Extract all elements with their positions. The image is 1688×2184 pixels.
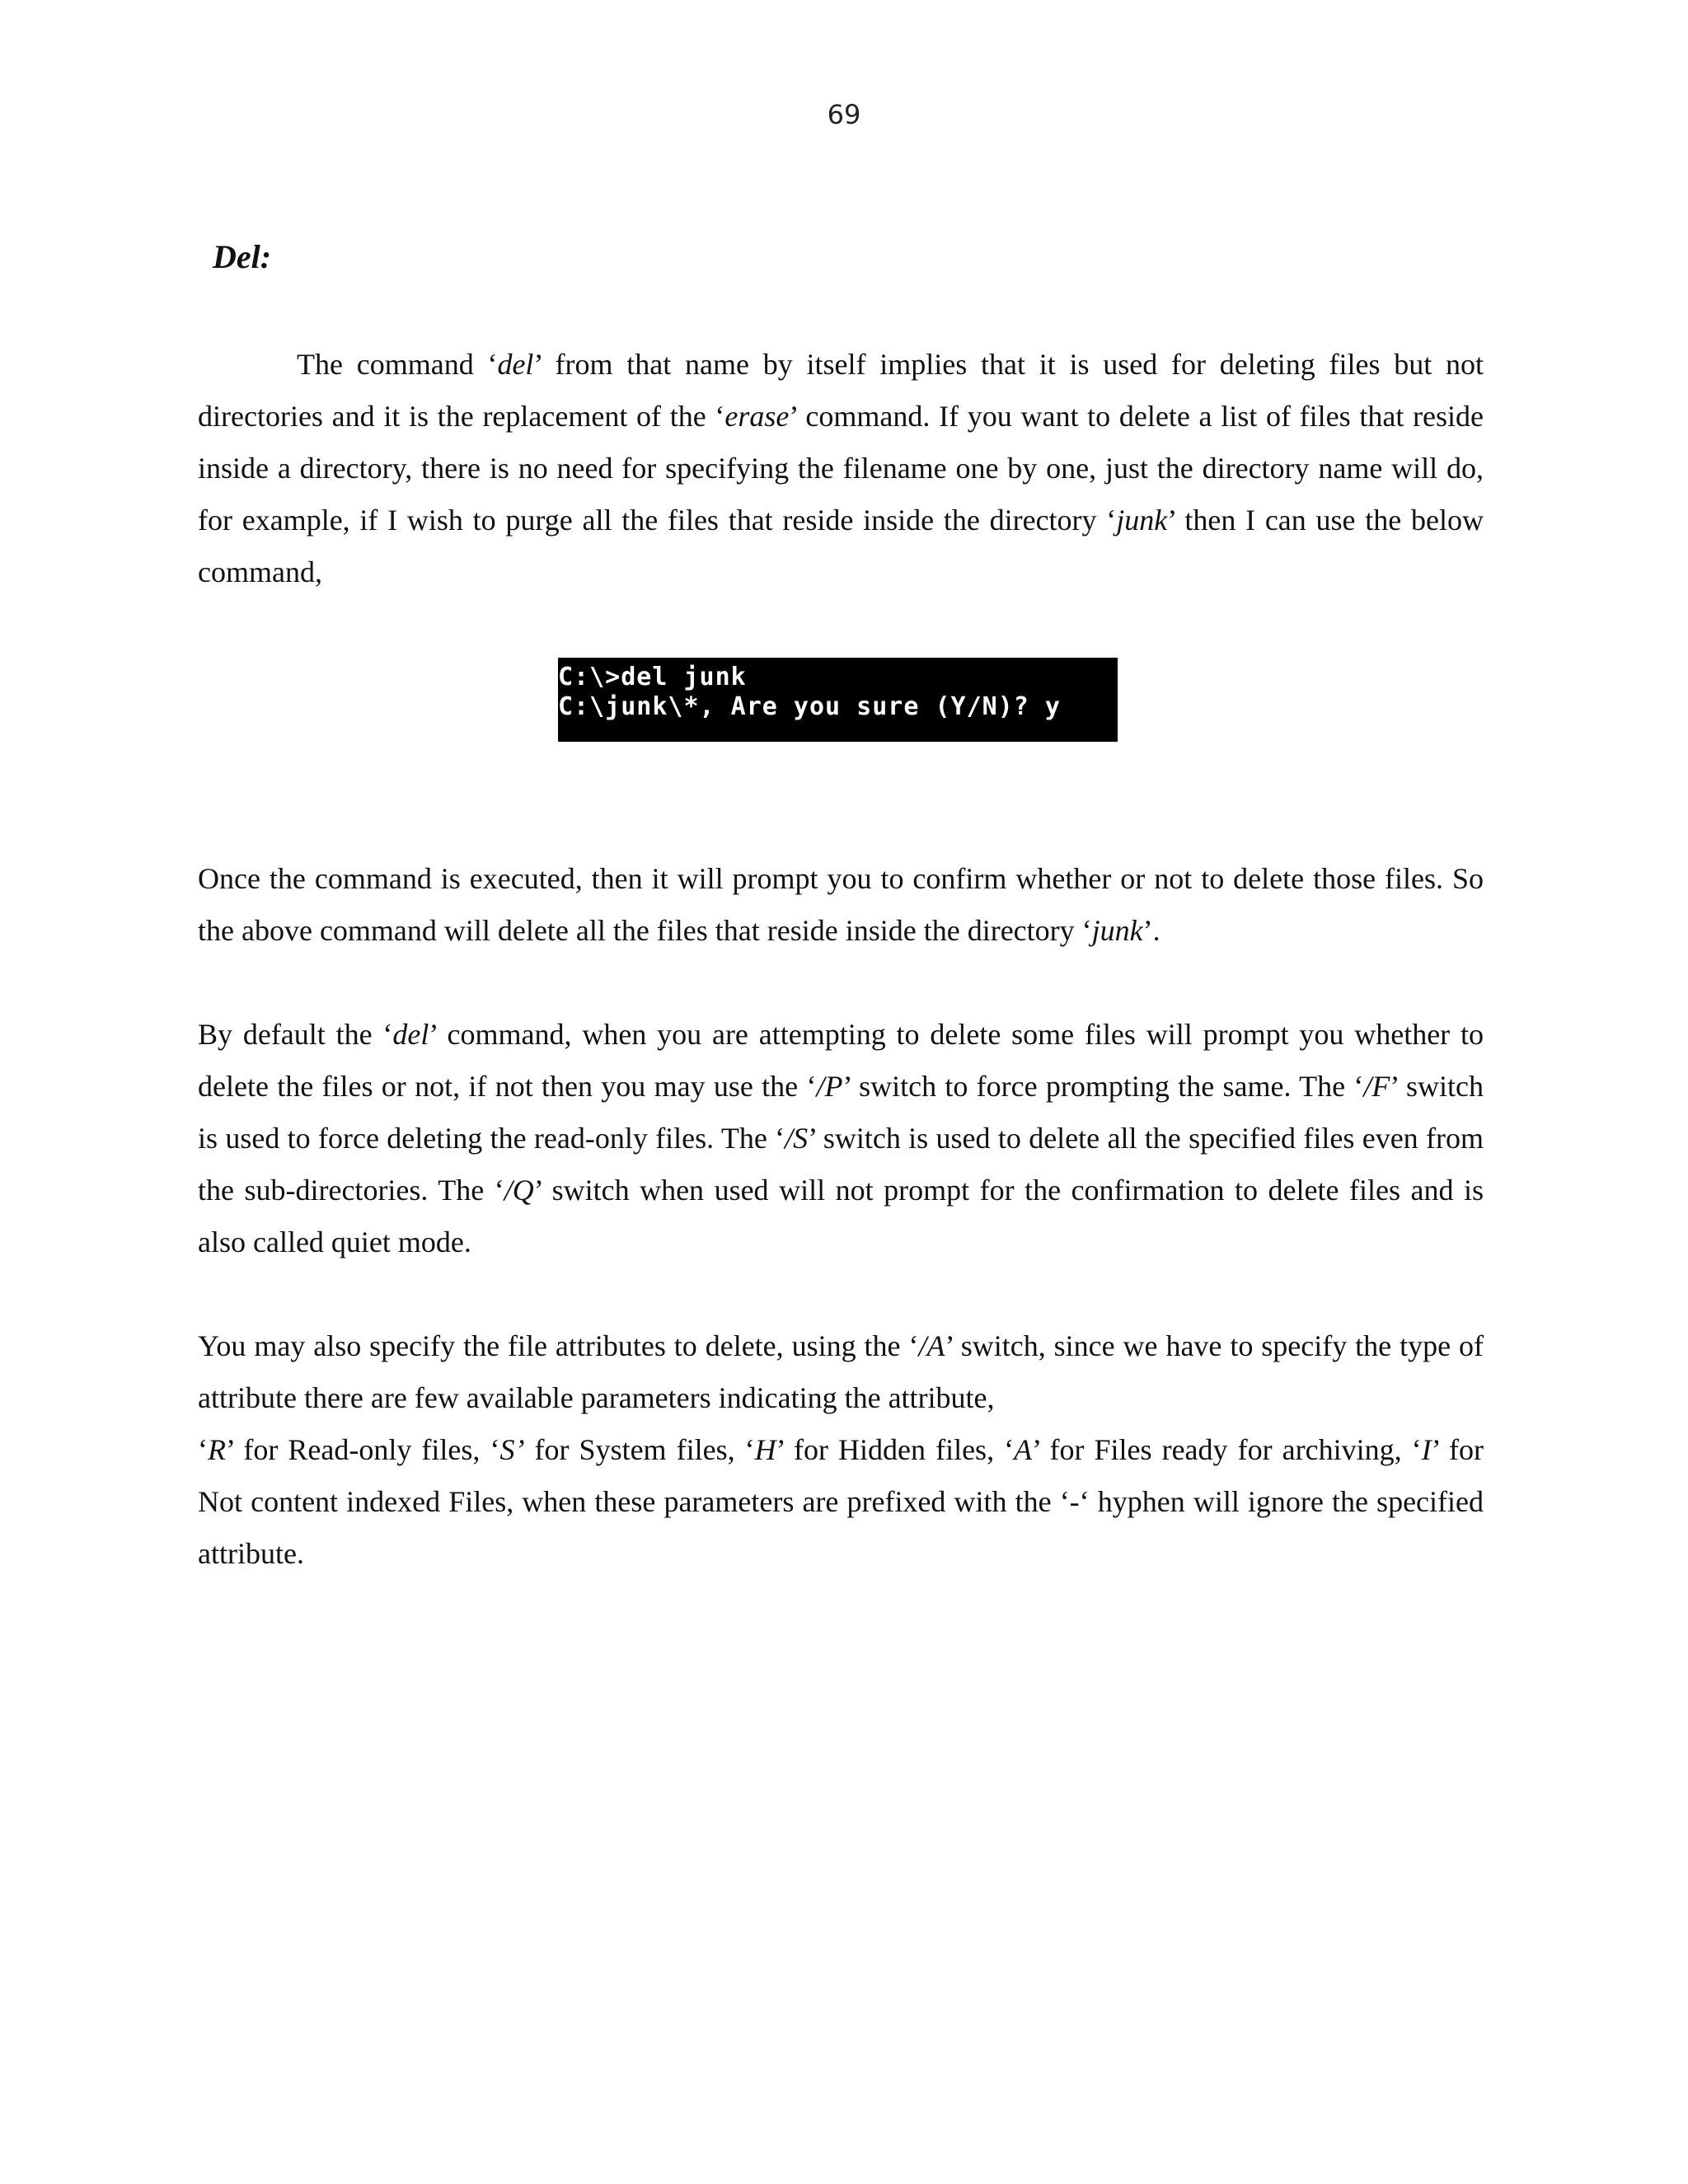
text-run: ’ from that name by itself implies that it is used for deleting files but not directories and it is the replacement of the ‘ xyxy=(198,348,1484,433)
attribute-code: H xyxy=(754,1433,776,1466)
text-run: The command ‘ xyxy=(297,348,498,381)
switch-name: /S xyxy=(785,1122,809,1155)
text-run: ’ for Not content indexed Files, when these parameters are prefixed with the ‘-‘ hyphen will ignore the specified attribute. xyxy=(198,1433,1484,1570)
text-run: You may also specify the file attributes to delete, using the ‘ xyxy=(198,1329,919,1362)
text-run: ’. xyxy=(1142,914,1160,947)
switch-name: /P xyxy=(816,1070,843,1103)
directory-name: junk xyxy=(1091,914,1143,947)
text-run: By default the ‘ xyxy=(198,1018,393,1051)
text-run: ’ then I can use the below command, xyxy=(198,504,1484,588)
attribute-code: I xyxy=(1421,1433,1432,1466)
text-run: ‘ xyxy=(198,1433,208,1466)
text-run: ’ switch when used will not prompt for the confirmation to delete files and is also called quiet mode. xyxy=(198,1174,1484,1258)
text-run: ’ switch is used to delete all the specified files even from the sub-directories. The ‘ xyxy=(198,1122,1484,1207)
switch-name: /A xyxy=(918,1329,945,1362)
confirmation-paragraph xyxy=(198,853,1484,957)
section-heading: Del: xyxy=(213,238,272,275)
text-run: ’ command. If you want to delete a list of files that reside inside a directory, there is no need for specifying the filename one by one, just the directory name will do, for example, if I wish to purge all the files that reside inside the directory ‘ xyxy=(198,400,1484,537)
text-run: ’ switch, since we have to specify the type of attribute there are few available parameters indicating the attribute, xyxy=(198,1329,1484,1414)
attribute-code: R xyxy=(208,1433,226,1466)
text-run: ’ switch is used to force deleting the read-only files. The ‘ xyxy=(198,1070,1484,1155)
switch-name: /Q xyxy=(504,1174,534,1207)
text-run: ’ for Hidden files, ‘ xyxy=(776,1433,1015,1466)
page-number: 69 xyxy=(827,99,861,130)
console-screenshot xyxy=(558,658,1118,742)
text-run: ’ switch to force prompting the same. The ‘ xyxy=(842,1070,1364,1103)
text-run: ’ for Files ready for archiving, ‘ xyxy=(1032,1433,1422,1466)
command-name: erase xyxy=(724,400,790,433)
switch-name: /F xyxy=(1363,1070,1390,1103)
attribute-code: S’ xyxy=(499,1433,525,1466)
console-line: C:\junk\*, Are you sure (Y/N)? y xyxy=(558,692,1061,721)
command-name: del xyxy=(497,348,534,381)
console-line: C:\>del junk xyxy=(558,663,747,691)
directory-name: junk xyxy=(1116,504,1168,537)
text-run: for System files, ‘ xyxy=(524,1433,755,1466)
switches-paragraph xyxy=(198,1009,1484,1268)
text-run: Once the command is executed, then it will prompt you to confirm whether or not to delete those files. So the above command will delete all the files that reside inside the directory ‘ xyxy=(198,862,1484,947)
attribute-code: A xyxy=(1014,1433,1033,1466)
text-run: ’ command, when you are attempting to delete some files will prompt you whether to delete the files or not, if not then you may use the ‘ xyxy=(198,1018,1484,1103)
intro-paragraph xyxy=(198,339,1484,598)
attributes-paragraph xyxy=(198,1320,1484,1580)
text-run: ’ for Read-only files, ‘ xyxy=(226,1433,500,1466)
command-name: del xyxy=(392,1018,429,1051)
